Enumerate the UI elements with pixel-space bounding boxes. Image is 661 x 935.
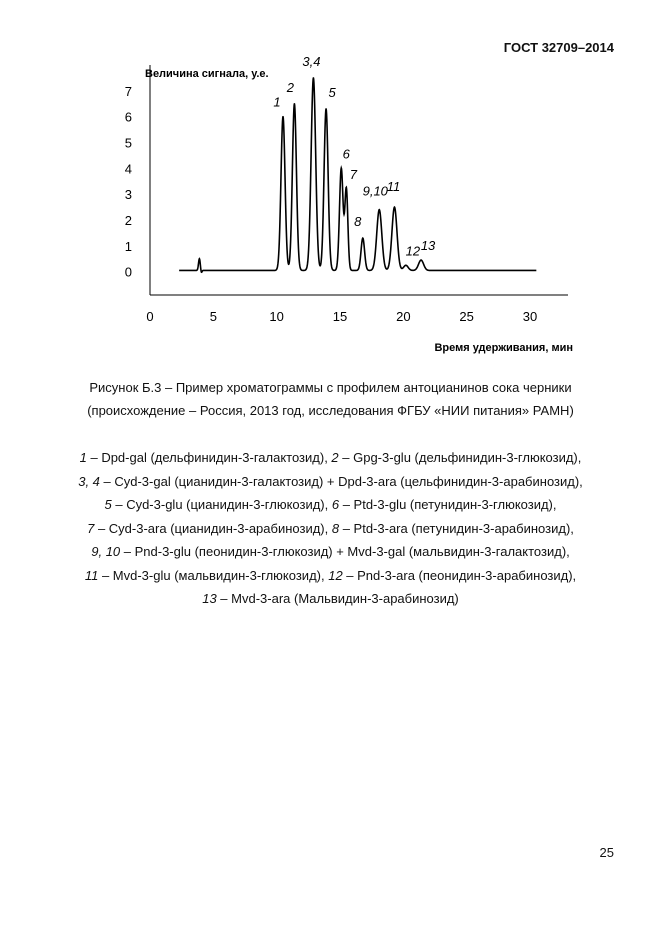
y-axis-title: Величина сигнала, у.е. xyxy=(145,68,269,80)
peak-label: 8 xyxy=(354,214,362,230)
legend-peak-description: – Cyd-3-ara (цианидин-3-арабинозид), xyxy=(94,520,332,536)
peak-apex-point xyxy=(340,168,342,170)
legend-peak-number: 12 xyxy=(328,567,343,583)
legend-peak-description: – Mvd-3-glu (мальвидин-3-глюкозид), xyxy=(98,567,329,583)
peak-apex-point xyxy=(420,259,422,261)
peak-apex-point xyxy=(346,188,348,190)
legend-peak-number: 6 xyxy=(331,497,340,512)
peak-apex-point xyxy=(378,209,380,211)
legend-peak-description: – Ptd-3-ara (петунидин-3-арабинозид), xyxy=(339,520,574,536)
legend-peak-number: 5 xyxy=(104,497,112,512)
x-tick-label: 30 xyxy=(522,309,538,324)
caption-line-1: Рисунок Б.3 – Пример хроматограммы с профилем антоцианинов сока черники xyxy=(89,380,572,395)
legend-peak-description: – Gpg-3-glu (дельфинидин-3-глюкозид), xyxy=(338,450,582,465)
y-tick-label: 2 xyxy=(124,213,132,229)
y-tick-label: 7 xyxy=(124,83,132,99)
x-tick-label: 0 xyxy=(146,309,154,324)
legend-line xyxy=(40,564,621,588)
legend-line xyxy=(40,540,621,564)
legend-peak-description: – Dpd-gal (дельфинидин-3-галактозид), xyxy=(86,450,332,465)
y-tick-label: 6 xyxy=(124,109,132,125)
caption-line-2: (происхождение – Россия, 2013 год, исследования ФГБУ «НИИ питания» РАМН) xyxy=(87,403,574,418)
x-tick-label: 10 xyxy=(269,309,284,324)
peak-apex-point xyxy=(405,264,407,266)
peak-legend xyxy=(40,446,621,611)
peak-label: 5 xyxy=(328,84,336,100)
page-number: 25 xyxy=(599,845,614,860)
peak-label: 9,10 xyxy=(362,183,388,199)
peak-label: 3,4 xyxy=(302,53,321,69)
x-tick-label: 15 xyxy=(332,309,348,324)
legend-peak-number: 3, 4 xyxy=(78,473,100,489)
legend-peak-description: – Ptd-3-glu (петунидин-3-глюкозид), xyxy=(339,497,557,512)
peak-label: 12 xyxy=(405,243,421,259)
legend-line xyxy=(40,493,621,517)
legend-peak-number: 8 xyxy=(331,520,340,536)
legend-line xyxy=(40,446,621,470)
peak-label: 13 xyxy=(420,238,436,254)
peak-apex-point xyxy=(313,77,315,79)
legend-peak-description: – Pnd-3-glu (пеонидин-3-глюкозид) + Mvd-3-gal (мальвидин-3-галактозид), xyxy=(120,544,570,559)
x-tick-label: 25 xyxy=(459,309,474,324)
standard-number: ГОСТ 32709–2014 xyxy=(503,40,614,55)
y-tick-label: 4 xyxy=(124,161,132,177)
legend-peak-number: 9, 10 xyxy=(91,544,121,559)
legend-peak-description: – Cyd-3-gal (цианидин-3-галактозид) + Dpd-3-ara (цельфинидин-3-арабинозид), xyxy=(99,473,583,489)
figure-caption xyxy=(40,376,621,422)
y-tick-label: 1 xyxy=(124,238,132,254)
legend-peak-number: 11 xyxy=(84,567,99,583)
peak-label: 1 xyxy=(273,94,281,110)
legend-peak-description: – Mvd-3-ara (Мальвидин-3-арабинозид) xyxy=(216,591,459,606)
peak-label: 2 xyxy=(286,79,295,95)
peak-label: 7 xyxy=(349,167,357,183)
peak-label: 6 xyxy=(342,146,350,162)
chromatogram-trace xyxy=(179,78,536,272)
legend-peak-number: 13 xyxy=(202,591,217,606)
y-tick-label: 5 xyxy=(124,135,132,151)
x-tick-label: 20 xyxy=(396,309,411,324)
chromatogram-chart xyxy=(100,55,600,355)
legend-peak-description: – Pnd-3-ara (пеонидин-3-арабинозид), xyxy=(342,567,577,583)
y-tick-label: 3 xyxy=(124,187,132,203)
peak-apex-point xyxy=(294,103,296,105)
peak-apex-point xyxy=(362,237,364,239)
peak-apex-point xyxy=(325,108,327,110)
peak-label: 11 xyxy=(386,179,401,195)
legend-peak-number: 2 xyxy=(331,450,339,465)
legend-peak-description: – Cyd-3-glu (цианидин-3-глюкозид), xyxy=(111,497,332,512)
legend-line xyxy=(40,517,621,541)
peak-apex-point xyxy=(394,206,396,208)
peak-apex-point xyxy=(282,116,284,118)
legend-line xyxy=(40,587,621,611)
legend-peak-number: 7 xyxy=(87,520,95,536)
peak-apex-point xyxy=(199,258,201,260)
chromatogram-svg xyxy=(100,55,600,355)
x-tick-label: 5 xyxy=(209,309,217,324)
legend-line xyxy=(40,470,621,494)
y-tick-label: 0 xyxy=(124,264,132,280)
x-axis-title: Время удерживания, мин xyxy=(434,342,573,354)
legend-peak-number: 1 xyxy=(79,450,87,465)
